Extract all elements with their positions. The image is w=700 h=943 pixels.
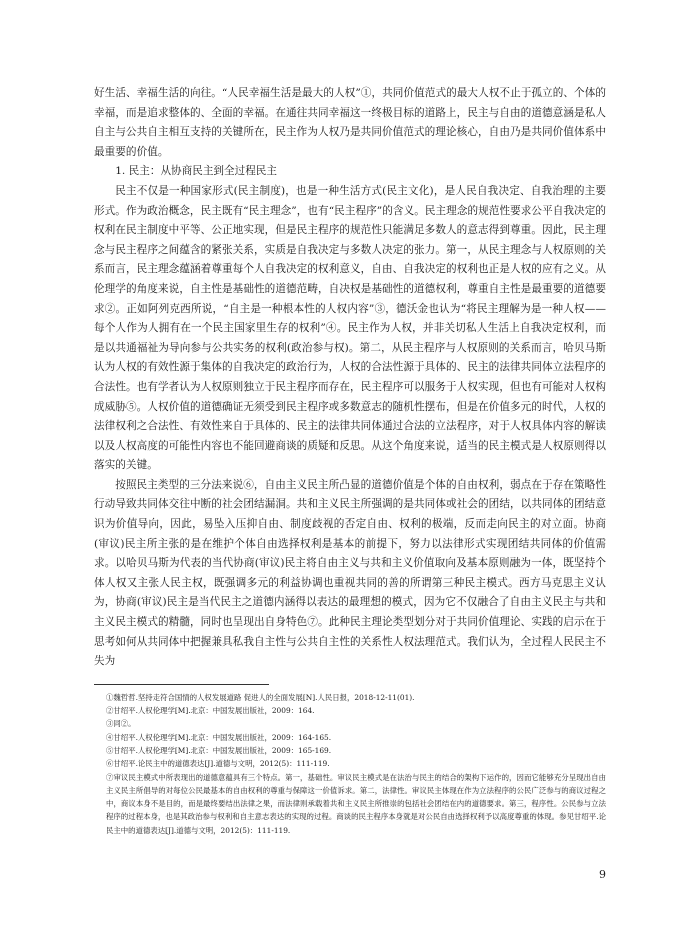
- footnote-1: ①魏哲哲.坚持走符合国情的人权发展道路 促进人的全面发展[N].人民日报，2018-12-11(01).: [106, 692, 415, 702]
- footnote-2: ②甘绍平.人权伦理学[M].北京：中国发展出版社，2009：164.: [106, 706, 315, 716]
- paragraph-democracy-human-rights: 民主不仅是一种国家形式(民主制度)，也是一种生活方式(民主文化)，是人民自我决定、自我治理的主要形式。作为政治概念，民主既有“民主理念”，也有“民主程序”的含义。民主理念的规范性要求公平自我决定的权利在民主制度中平等、公正地实现，但是民主程序的规范性只能满足多数人的意志得到尊重。因此，民主理念与民主程序之间蕴含的紧张关系，实质是自我决定与多数人决定的张力。第一，从民主理念与人权原则的关系而言，民主理念蕴涵着尊重每个人自我决定的权利意义，自由、自我决定的权利也正是人权的应有之义。从伦理学的角度来说，自主性是基础性的道德范畴，自决权是基础性的道德权利，尊重自主性是最重要的道德要求②。正如阿列克西所说，“自主是一种根本性的人权内容”③，德沃金也认为“将民主理解为是一种人权——每个人作为人拥有在一个民主国家里生存的权利”④。民主作为人权，并非关切私人生活上自我决定权利，而是以共通福祉为导向参与公共实务的权利(政治参与权)。第二，从民主程序与人权原则的关系而言，哈贝马斯认为人权的有效性源于集体的自我决定的政治行为，人权的合法性源于具体的、民主的法律共同体立法程序的合法性。也有学者认为人权原则独立于民主程序而存在，民主程序可以服务于人权实现，但也有可能对人权构成威胁⑤。人权价值的道德确证无须受到民主程序或多数意志的随机性摆布，但是在价值多元的时代，人权的法律权利之合法性、有效性来自于具体的、民主的法律共同体通过合法的立法程序，对于人权具体内容的解读以及人权高度的可能性内容也不能回避商谈的质疑和反思。从这个角度来说，适当的民主模式是人权原则得以落实的关键。: [94, 184, 606, 472]
- section-heading: 1. 民主：从协商民主到全过程民主: [115, 165, 277, 178]
- footnote-4: ④甘绍平.人权伦理学[M].北京：中国发展出版社，2009：164-165.: [106, 732, 332, 742]
- page-number: 9: [599, 868, 606, 881]
- paper-body: [94, 84, 606, 837]
- footnote-3: ③同②。: [106, 719, 136, 729]
- paragraph-intro-continued: 好生活、幸福生活的向往。“人民幸福生活是最大的人权”①，共同价值范式的最大人权不止于孤立的、个体的幸福，而是追求整体的、全面的幸福。在通往共同幸福这一终极目标的道路上，民主与自由的道德意涵是私人自主与公共自主相互支持的关键所在，民主作为人权乃是共同价值范式的理论核心，自由乃是共同价值体系中最重要的价值。: [94, 87, 606, 158]
- footnote-5: ⑤甘绍平.人权伦理学[M].北京：中国发展出版社，2009：165-169.: [106, 746, 332, 755]
- footnote-divider: [94, 684, 269, 685]
- footnote-6: ⑥甘绍平.论民主中的道德表达[J].道德与文明，2012(5)：111-119.: [106, 759, 330, 769]
- footnotes: [94, 691, 606, 837]
- footnote-7: ⑦审议民主模式中所表现出的道德意蕴具有三个特点。第一，基础性。审议民主模式是在法治与民主的结合的架构下运作的，因而它能够充分呈现出自由主义民主所倡导的对每位公民最基本的自由权利的尊重与保障这一价值诉求。第二，法律性。审议民主体现在作为立法程序的公民广泛参与的商议过程之中，商议本身不是目的，而是最终要结出法律之果，而法律则承载着共和主义民主所推崇的包括社会团结在内的道德要求。第三，程序性。公民参与立法程序的过程本身，也是其政治参与权利和自主意志表达的实现的过程。商谈的民主程序本身就是对公民自由选择权利予以高度尊重的体现。参见甘绍平.论民主中的道德表达[J].道德与文明，2012(5)：111-119.: [106, 772, 606, 835]
- paragraph-democracy-types: 按照民主类型的三分法来说⑥，自由主义民主所凸显的道德价值是个体的自由权利，弱点在于存在策略性行动导致共同体交往中断的社会团结漏洞。共和主义民主所强调的是共同体或社会的团结，以共同体的团结意识为价值导向，因此，易坠入压抑自由、制度歧视的否定自由、权利的极端，反而走向民主的对立面。协商(审议)民主所主张的是在维护个体自由选择权利是基本的前提下，努力以法律形式实现团结共同体的价值需求。以哈贝马斯为代表的当代协商(审议)民主将自由主义与共和主义价值取向及基本原则融为一体，既坚持个体人权又主张人民主权，既强调多元的利益协调也重视共同的善的所谓第三种民主模式。西方马克思主义认为，协商(审议)民主是当代民主之道德内涵得以表达的最理想的模式，因为它不仅融合了自由主义民主与共和主义民主模式的精髓，同时也呈现出自身特色⑦。此种民主理论类型划分对于共同价值理论、实践的启示在于思考如何从共同体中把握兼具私我自主性与公共自主性的关系性人权法理范式。我们认为，全过程人民民主不失为: [94, 478, 606, 668]
